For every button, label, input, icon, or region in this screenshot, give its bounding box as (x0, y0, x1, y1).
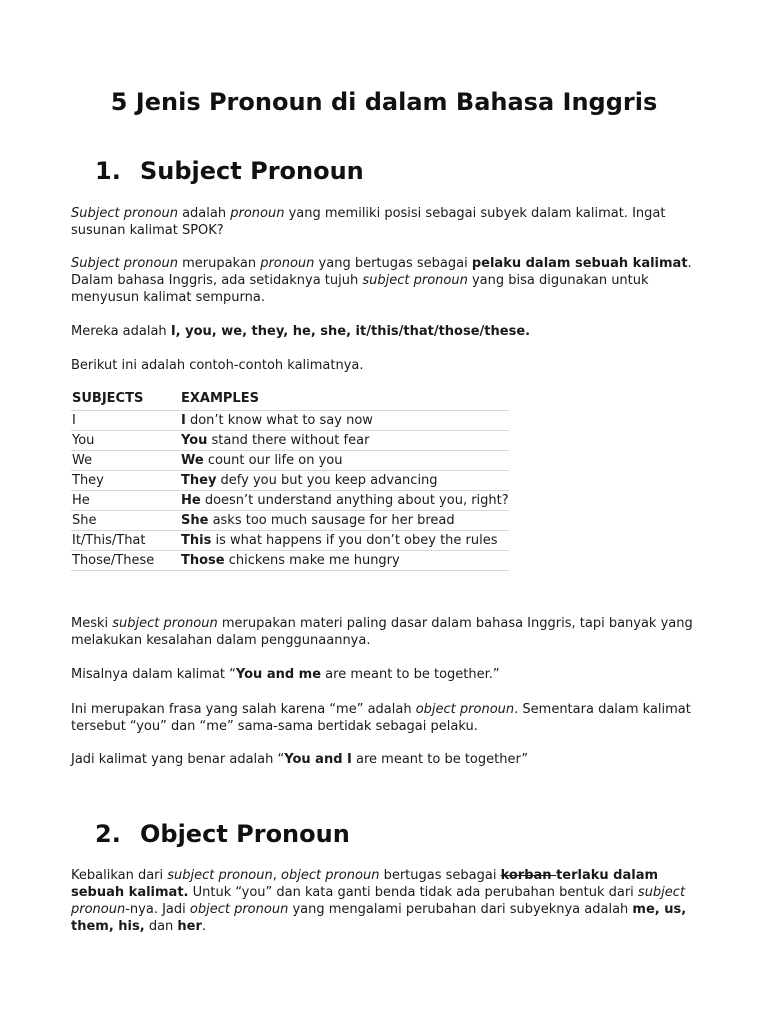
text-italic: Subject pronoun (71, 206, 178, 221)
text: are meant to be together.” (321, 667, 500, 682)
text: yang memiliki posisi sebagai subyek dalam kalimat. Ingat susunan kalimat SPOK? (71, 206, 666, 238)
text-italic: pronoun (230, 206, 285, 221)
example-subject: We (181, 453, 204, 468)
text-italic: subject pronoun (112, 616, 218, 631)
paragraph (71, 867, 696, 935)
example-subject: They (181, 473, 217, 488)
text: Misalnya dalam kalimat “ (71, 667, 236, 682)
example-text: chickens make me hungry (224, 553, 400, 568)
text: Mereka adalah (71, 324, 171, 339)
example-subject: This (181, 533, 212, 548)
text: yang bertugas sebagai (314, 256, 472, 271)
table-row (71, 551, 509, 571)
text: merupakan (177, 256, 261, 271)
text: are meant to be together” (351, 752, 529, 767)
page-title: 5 Jenis Pronoun di dalam Bahasa Inggris (110, 88, 658, 116)
text: Berikut ini adalah contoh-contoh kalimatnya. (71, 358, 364, 373)
text-italic: object pronoun (281, 868, 380, 883)
pronoun-table (71, 390, 509, 571)
text: Kebalikan dari (71, 868, 168, 883)
example-text: stand there without fear (207, 433, 370, 448)
text-italic: Subject pronoun (71, 256, 178, 271)
text: Ini merupakan frasa yang salah karena “me” adalah (71, 702, 416, 717)
subject-cell: He (71, 491, 181, 511)
text: dan (144, 919, 178, 934)
text-bold: You and me (235, 667, 322, 682)
strikethrough-text: korban (500, 868, 557, 883)
table-row (71, 511, 509, 531)
subject-cell: You (71, 431, 181, 451)
section-1-number: 1. (95, 157, 121, 185)
subject-cell: We (71, 451, 181, 471)
text-italic: pronoun (260, 256, 315, 271)
example-cell (181, 431, 509, 451)
example-subject: You (181, 433, 208, 448)
section-2-heading (95, 817, 350, 851)
example-text: don’t know what to say now (185, 413, 373, 428)
example-subject: I (181, 413, 186, 428)
paragraph (71, 751, 696, 768)
text-bold: terlaku dalam sebuah kalimat. (71, 868, 659, 900)
text-bold: her (177, 919, 202, 934)
paragraph (71, 323, 696, 340)
text: Untuk “you” dan kata ganti benda tidak ada perubahan bentuk dari (188, 885, 638, 900)
text-bold: me, us, them, his, (71, 902, 687, 934)
example-text: is what happens if you don’t obey the rules (211, 533, 498, 548)
text: yang bisa digunakan untuk menyusun kalimat sempurna. (71, 273, 649, 305)
text-bold: I, you, we, they, he, she, it/this/that/those/these. (170, 324, 531, 339)
text-bold-strikethrough (501, 868, 557, 883)
table-row (71, 411, 509, 431)
text-italic: subject pronoun (362, 273, 468, 288)
example-cell (181, 531, 509, 551)
table-row (71, 491, 509, 511)
example-cell (181, 511, 509, 531)
example-cell (181, 411, 509, 431)
subject-cell: She (71, 511, 181, 531)
example-text: count our life on you (203, 453, 343, 468)
example-text: asks too much sausage for her bread (208, 513, 455, 528)
example-subject: He (181, 493, 201, 508)
text-bold: pelaku dalam sebuah kalimat (471, 256, 688, 271)
subject-cell: Those/These (71, 551, 181, 571)
paragraph (71, 615, 696, 649)
table-row (71, 531, 509, 551)
text: Jadi kalimat yang benar adalah “ (71, 752, 285, 767)
section-1-title: Subject Pronoun (140, 157, 364, 185)
text: yang mengalami perubahan dari subyeknya adalah (288, 902, 633, 917)
text-italic: subject pronoun (167, 868, 273, 883)
paragraph (71, 666, 696, 683)
section-1-heading (95, 154, 364, 188)
example-text: defy you but you keep advancing (216, 473, 438, 488)
example-cell (181, 551, 509, 571)
column-header-subjects: SUBJECTS (72, 391, 144, 406)
text: Meski (71, 616, 113, 631)
text-bold: You and I (284, 752, 352, 767)
paragraph (71, 357, 696, 374)
section-2-title: Object Pronoun (140, 820, 350, 848)
text-italic: object pronoun (415, 702, 515, 717)
text: merupakan materi paling dasar dalam bahasa Inggris, tapi banyak yang melakukan kesalahan dalam penggunaannya. (71, 616, 693, 648)
example-subject: She (181, 513, 209, 528)
section-2-number: 2. (95, 820, 121, 848)
text: -nya. Jadi (125, 902, 190, 917)
example-subject: Those (181, 553, 225, 568)
example-cell (181, 491, 509, 511)
paragraph (71, 701, 696, 735)
text: , (272, 868, 282, 883)
text: adalah (177, 206, 231, 221)
subject-cell: I (71, 411, 181, 431)
text: . Sementara dalam kalimat tersebut “you” dan “me” sama-sama bertidak sebagai pelaku. (71, 702, 691, 734)
paragraph (71, 205, 696, 239)
text: . Dalam bahasa Inggris, ada setidaknya tujuh (71, 256, 692, 288)
paragraph (71, 255, 696, 306)
subject-cell: It/This/That (71, 531, 181, 551)
text-italic: object pronoun (189, 902, 289, 917)
example-cell (181, 471, 509, 491)
table-row (71, 451, 509, 471)
text-italic: subject pronoun (71, 885, 686, 917)
text: bertugas sebagai (379, 868, 501, 883)
example-text: doesn’t understand anything about you, right? (200, 493, 509, 508)
example-cell (181, 451, 509, 471)
text: . (201, 919, 207, 934)
table-row (71, 471, 509, 491)
table-row (71, 431, 509, 451)
subject-cell: They (71, 471, 181, 491)
column-header-examples: EXAMPLES (181, 391, 259, 406)
